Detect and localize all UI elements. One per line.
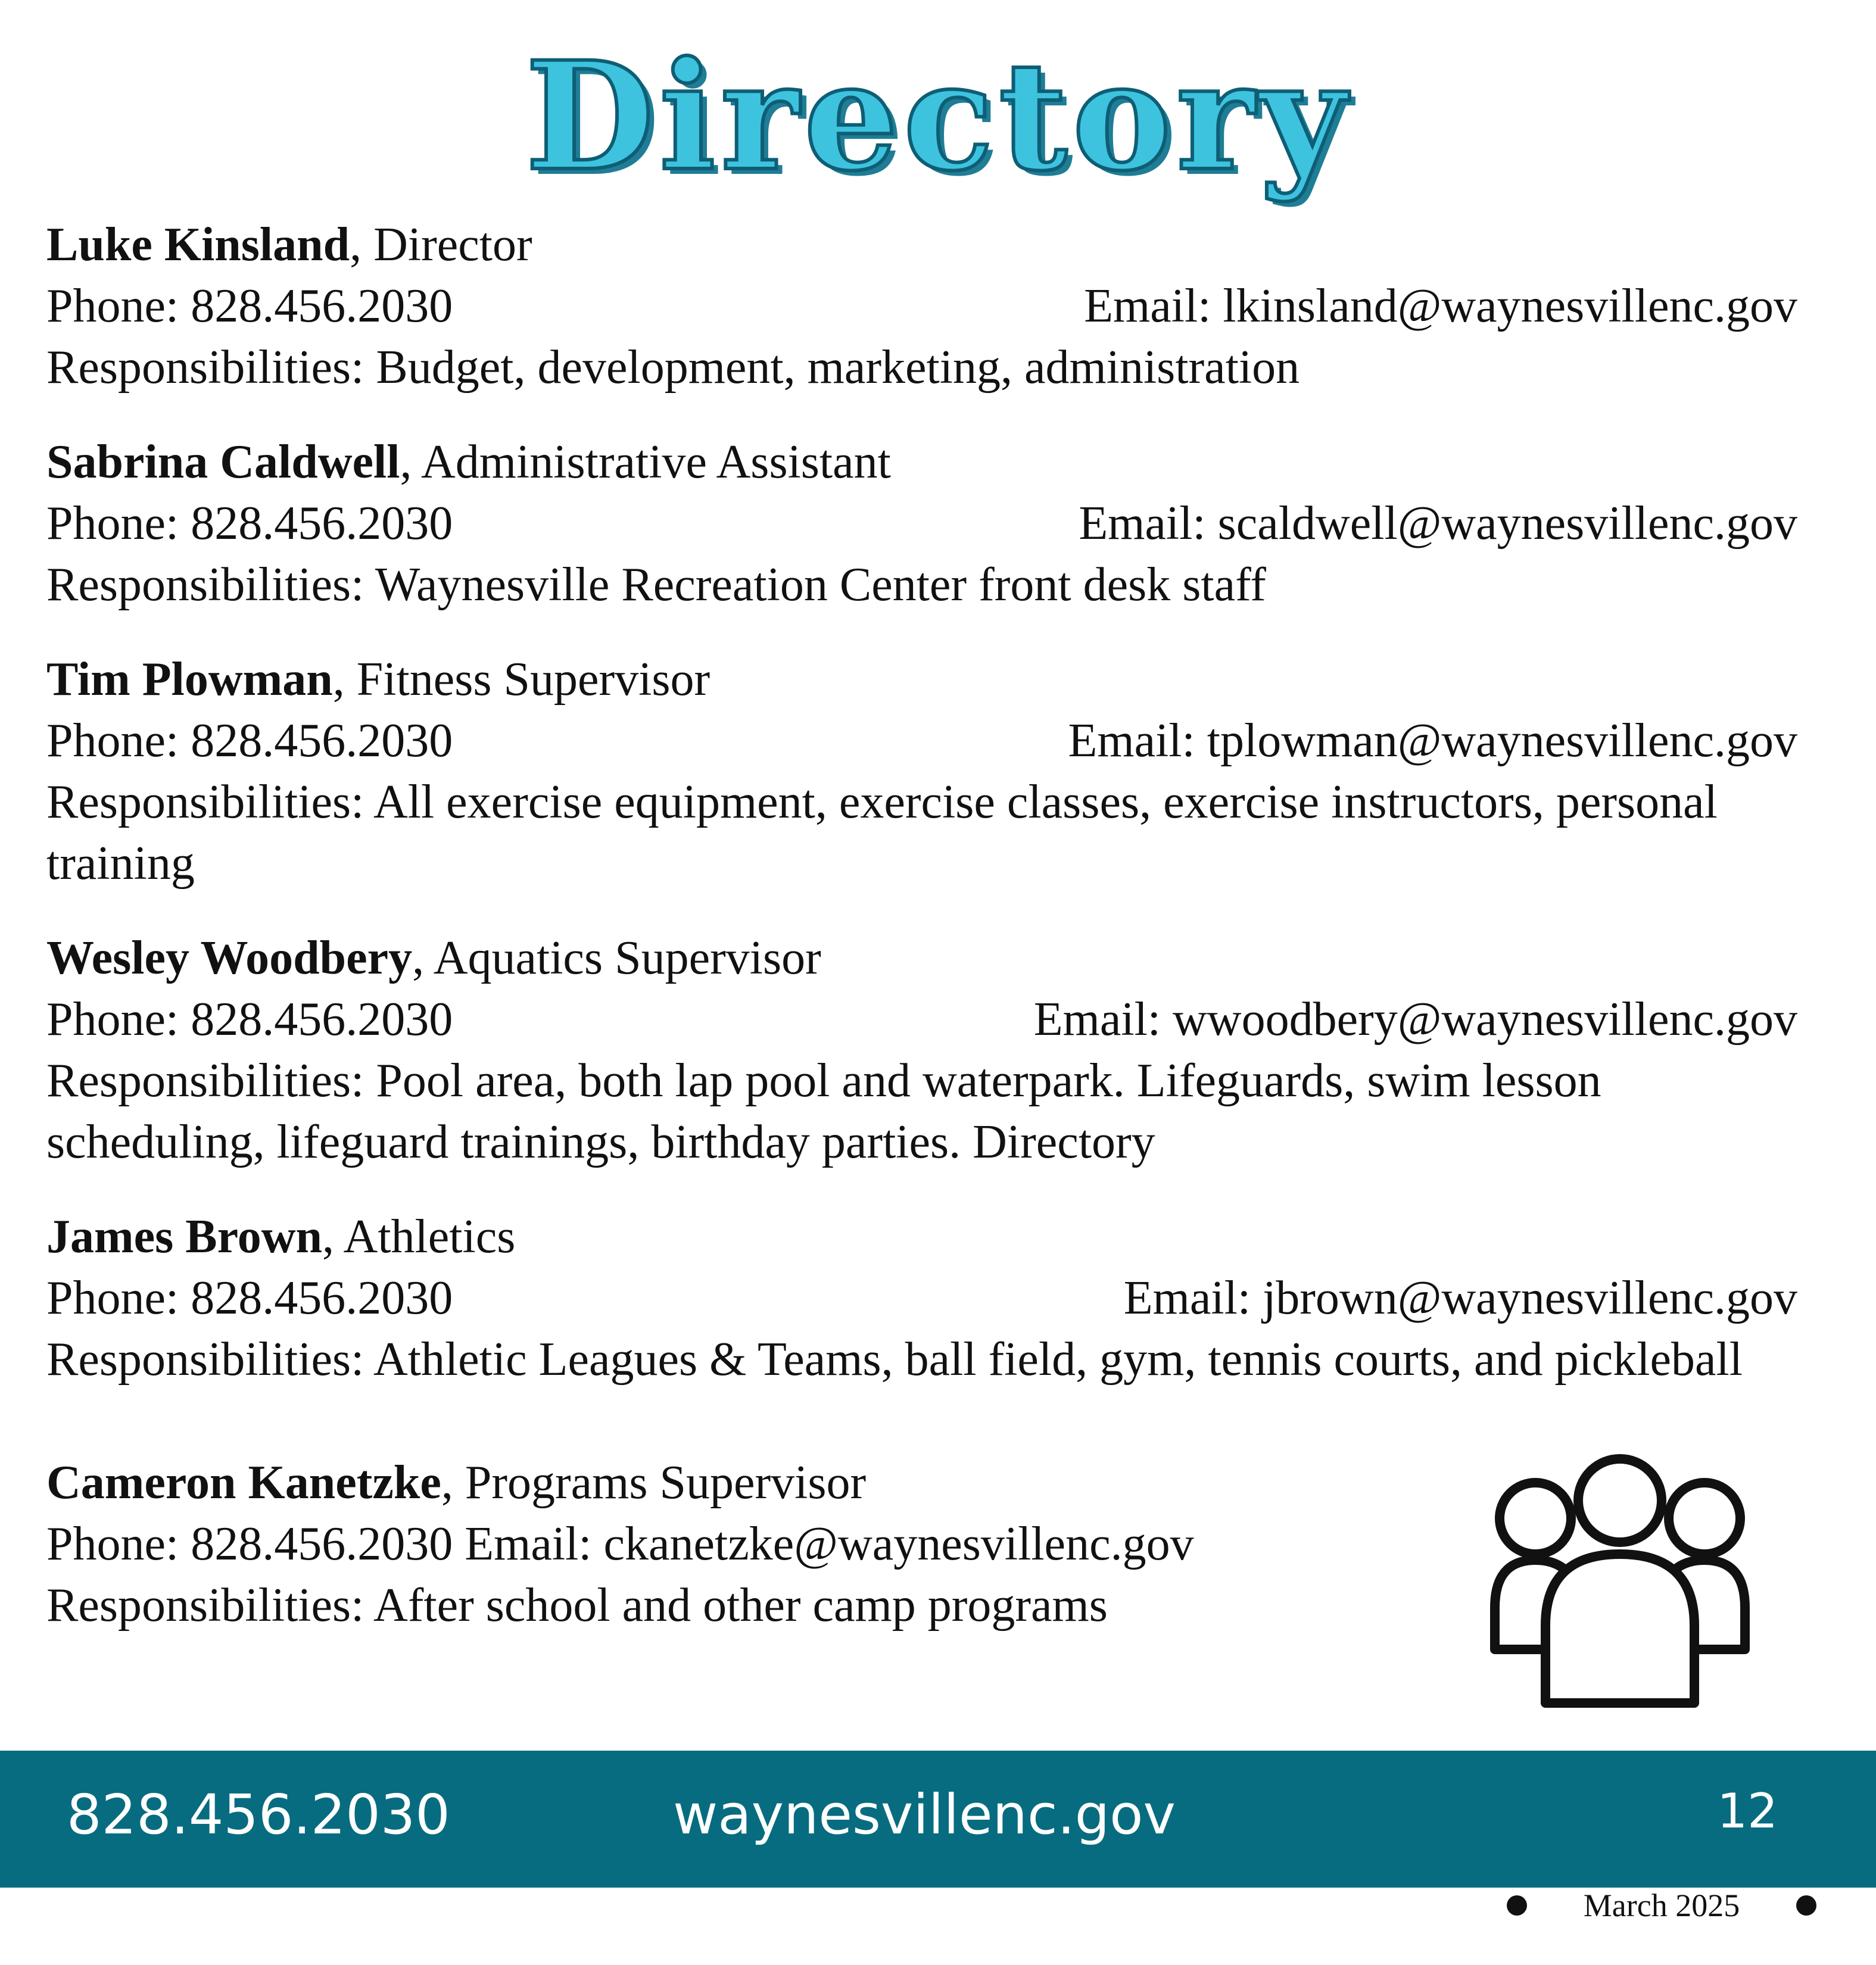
page-number: 12 <box>1717 1783 1778 1839</box>
staff-title: , Fitness Supervisor <box>332 653 710 706</box>
contact-row <box>46 276 1797 337</box>
directory-entry <box>46 928 1797 1173</box>
staff-title: , Administrative Assistant <box>400 436 891 488</box>
bullet-dot-icon <box>1796 1895 1816 1916</box>
staff-name: Tim Plowman <box>46 653 333 706</box>
entry-heading <box>46 432 1797 493</box>
staff-title: , Athletics <box>322 1211 516 1263</box>
entry-heading <box>46 1206 1797 1268</box>
staff-responsibilities: Responsibilities: All exercise equipment, exercise classes, exercise instructors, personal training <box>46 776 1718 890</box>
staff-email: Email: scaldwell@waynesvillenc.gov <box>1079 497 1797 550</box>
staff-email: Email: ckanetzke@waynesvillenc.gov <box>465 1518 1194 1570</box>
staff-name: Cameron Kanetzke <box>46 1456 441 1509</box>
directory-entry <box>46 214 1797 398</box>
staff-title: , Aquatics Supervisor <box>412 932 821 984</box>
staff-name: James Brown <box>46 1211 322 1263</box>
directory-list <box>46 214 1797 1670</box>
issue-date: March 2025 <box>1583 1888 1740 1923</box>
staff-phone: Phone: 828.456.2030 <box>46 1518 453 1570</box>
staff-name: Sabrina Caldwell <box>46 436 400 488</box>
footer-phone: 828.456.2030 <box>67 1783 450 1847</box>
entry-heading <box>46 928 1797 989</box>
staff-title: , Director <box>350 219 532 271</box>
directory-entry <box>46 1206 1797 1390</box>
staff-phone: Phone: 828.456.2030 <box>46 993 453 1046</box>
staff-email: Email: lkinsland@waynesvillenc.gov <box>1084 280 1797 332</box>
staff-phone: Phone: 828.456.2030 <box>46 280 453 332</box>
contact-row <box>46 710 1797 772</box>
entry-heading <box>46 649 1797 710</box>
footer-bar <box>0 1751 1876 1888</box>
contact-row <box>46 493 1797 554</box>
staff-responsibilities: Responsibilities: Pool area, both lap pool and waterpark. Lifeguards, swim lesson scheduling, lifeguard trainings, birthday parties. Directory <box>46 1055 1601 1168</box>
bullet-dot-icon <box>1507 1895 1527 1916</box>
staff-email: Email: tplowman@waynesvillenc.gov <box>1068 715 1797 767</box>
staff-title: , Programs Supervisor <box>441 1456 867 1509</box>
issue-date-row <box>1507 1888 1816 1923</box>
staff-name: Luke Kinsland <box>46 219 350 271</box>
staff-email: Email: jbrown@waynesvillenc.gov <box>1123 1272 1797 1324</box>
staff-phone: Phone: 828.456.2030 <box>46 497 453 550</box>
staff-responsibilities: Responsibilities: After school and other camp programs <box>46 1579 1108 1632</box>
staff-responsibilities: Responsibilities: Athletic Leagues & Teams, ball field, gym, tennis courts, and pickleball <box>46 1333 1743 1386</box>
staff-responsibilities: Responsibilities: Budget, development, marketing, administration <box>46 341 1300 394</box>
page-title: Directory <box>525 29 1351 204</box>
staff-responsibilities: Responsibilities: Waynesville Recreation Center front desk staff <box>46 559 1266 611</box>
contact-row <box>46 1268 1797 1329</box>
directory-entry <box>46 432 1797 616</box>
footer-website: waynesvillenc.gov <box>673 1783 1176 1847</box>
staff-email: Email: wwoodbery@waynesvillenc.gov <box>1033 993 1797 1046</box>
entry-heading <box>46 214 1797 276</box>
staff-phone: Phone: 828.456.2030 <box>46 1272 453 1324</box>
contact-row <box>46 989 1797 1050</box>
directory-entry <box>46 649 1797 894</box>
staff-phone: Phone: 828.456.2030 <box>46 715 453 767</box>
staff-name: Wesley Woodbery <box>46 932 413 984</box>
people-group-icon <box>1483 1453 1757 1715</box>
